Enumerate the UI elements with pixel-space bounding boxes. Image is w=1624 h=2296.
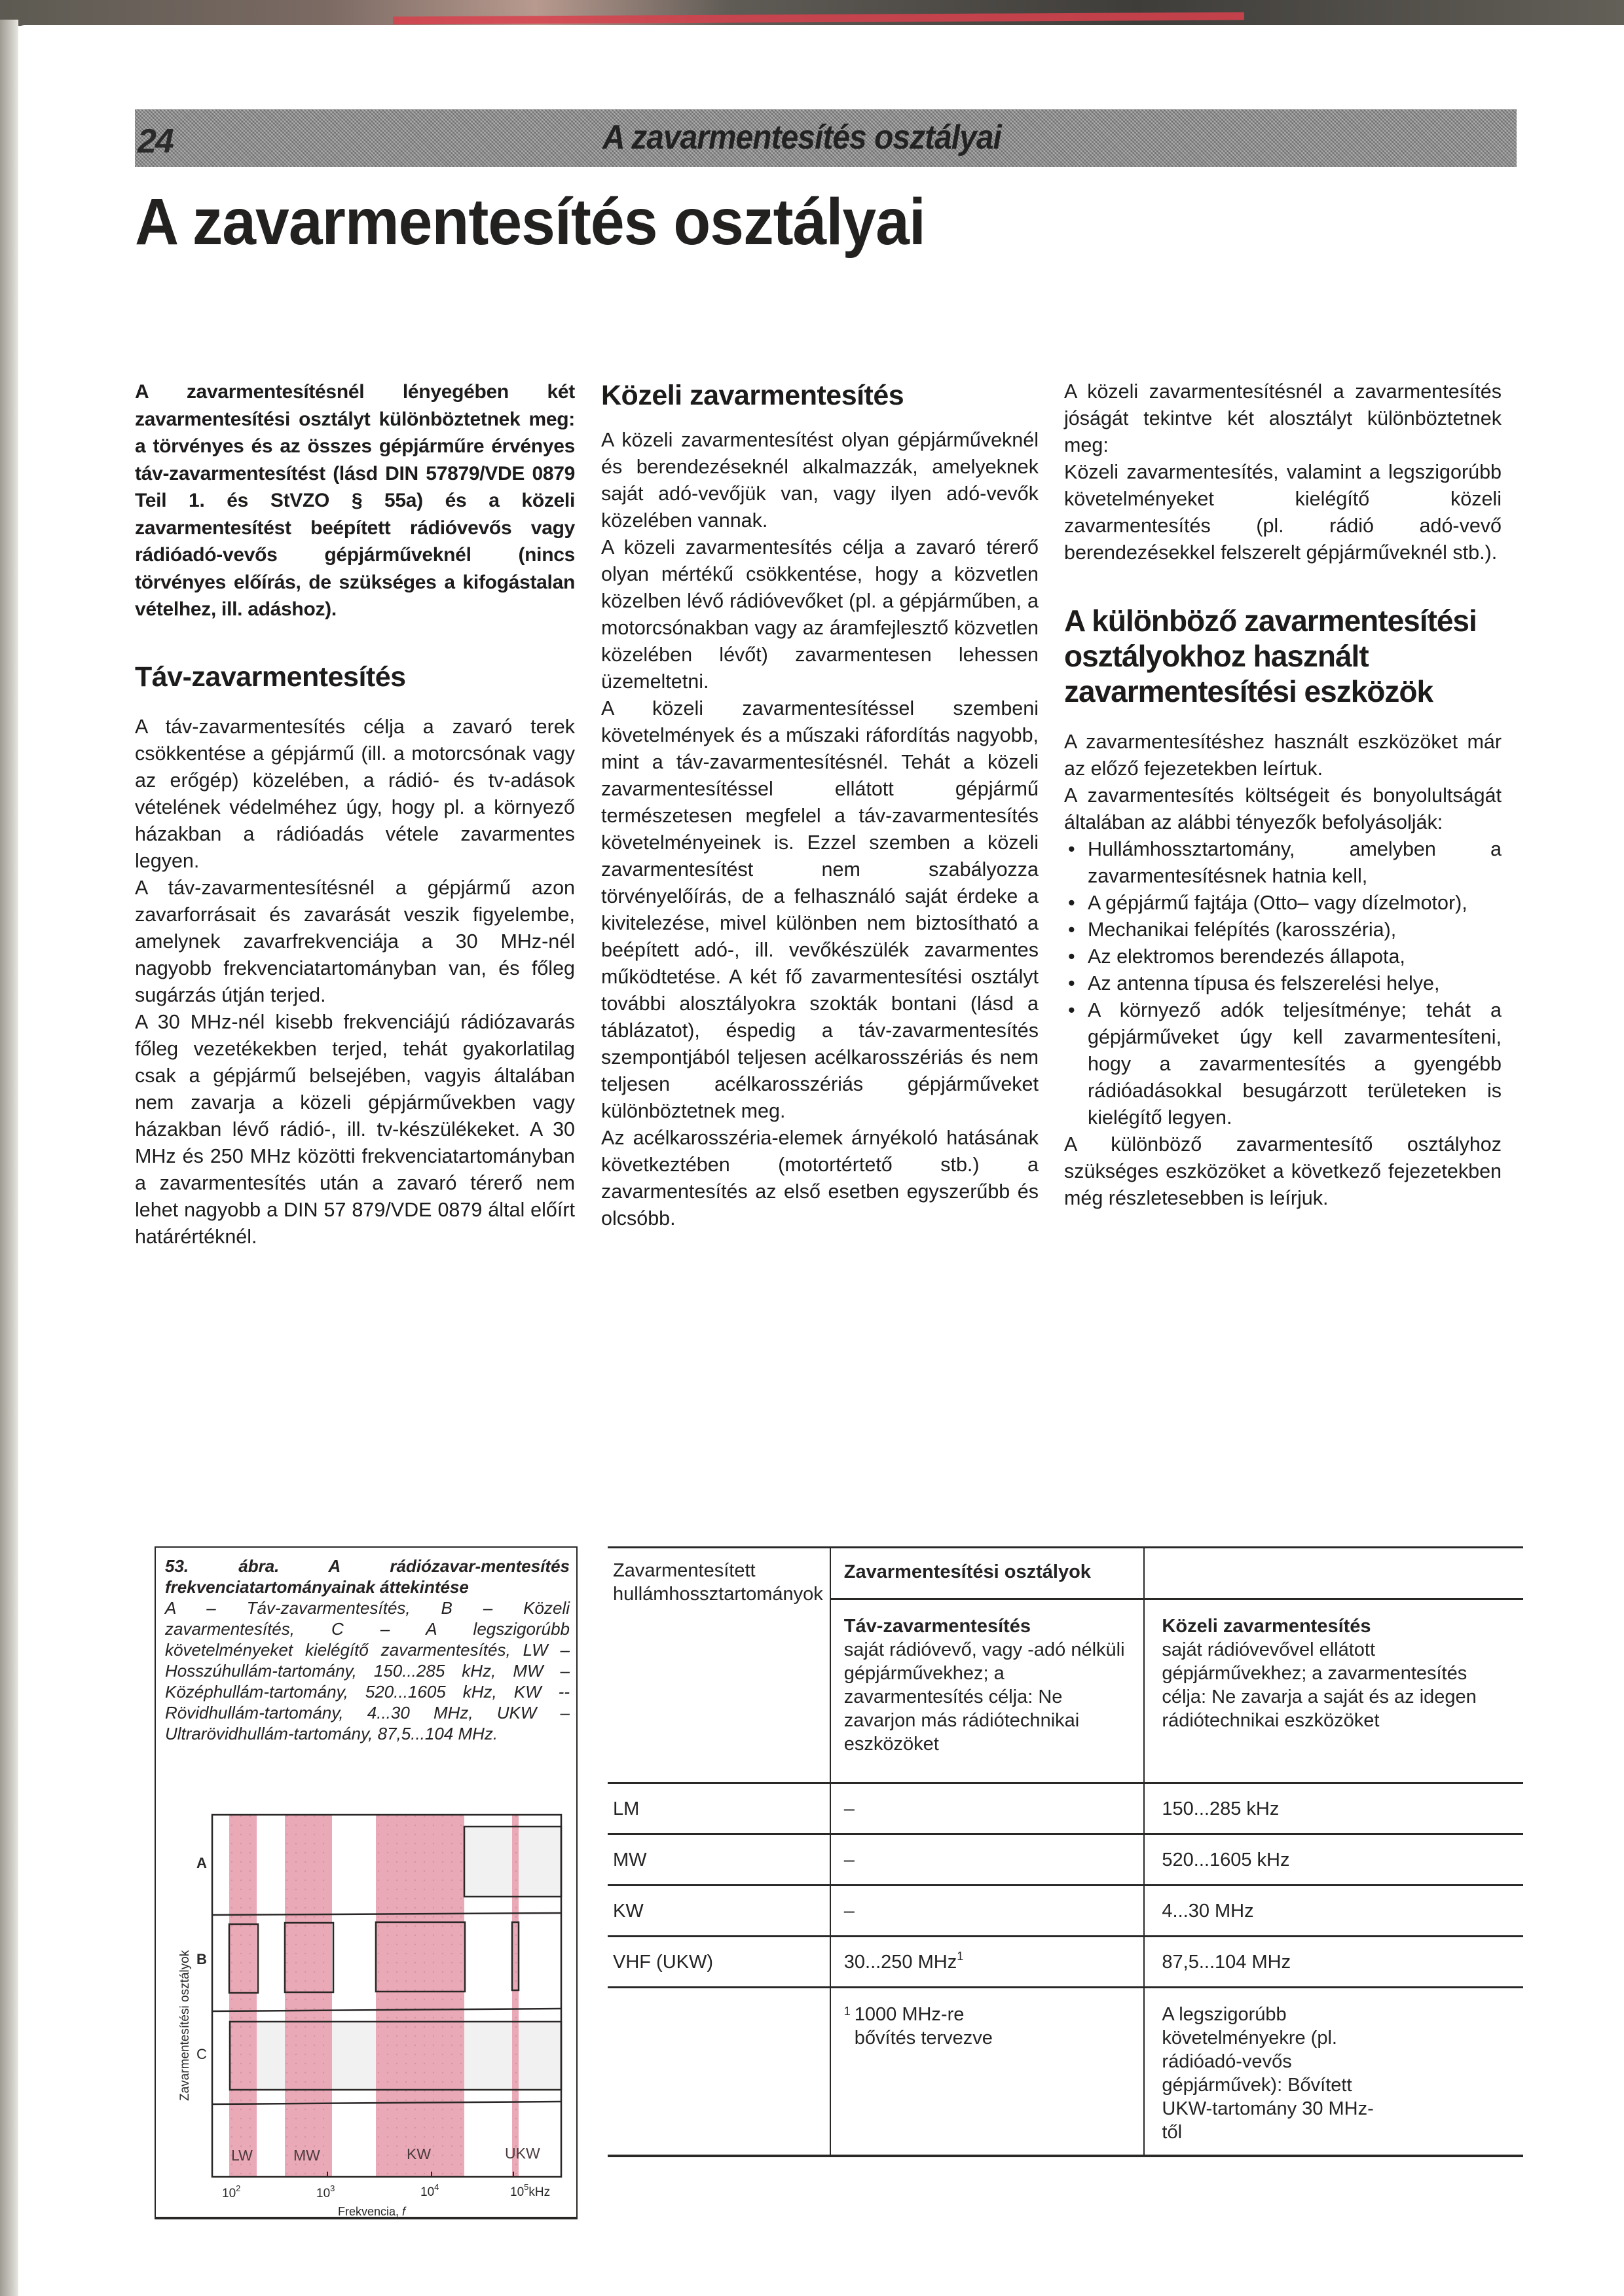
cell-kozeli: 4...30 MHz (1144, 1886, 1523, 1937)
svg-text:103 (316, 2183, 335, 2200)
svg-text:105kHz (510, 2182, 550, 2199)
kozeli-title: Közeli zavarmentesítés (1162, 1616, 1371, 1637)
column-3 (1064, 378, 1502, 1212)
paragraph: A közeli zavarmentesítés célja a zavaró térerő olyan mértékű csökkentése, hogy a közvetlen közelben lévő rádióvevőket (pl. a gépjárműben, a motorcsónakban vagy az áramfejlesztő közvetlen közelében lévőt) zavarmentesen lehessen üzemeltetni. (601, 536, 1039, 693)
x-axis-var: f (402, 2205, 406, 2218)
figure-53 (155, 1546, 578, 2219)
section-heading-tav: Táv-zavarmentesítés (135, 661, 406, 693)
column-1 (135, 378, 575, 1250)
paragraph: A zavarmentesítés költségeit és bonyolultságát általában az alábbi tényezők befolyásolják: (1064, 784, 1502, 833)
paragraph: A zavarmentesítéshez használt eszközöket már az előző fejezetekben leírtuk. (1064, 731, 1502, 780)
table-row-notes (608, 1988, 1523, 2157)
paragraph: Közeli zavarmentesítés, valamint a legszigorúbb követelményeket kielégítő közeli zavarmentesítés (pl. rádió adó-vevő berendezésekkel felszerelt gépjárműveknél stb.). (1064, 461, 1502, 564)
section-heading-kozeli: Közeli zavarmentesítés (601, 380, 904, 411)
cell-strict-note (1144, 1988, 1523, 2157)
cell-tav: – (830, 1783, 1145, 1834)
factor-list (1064, 836, 1502, 1131)
column-2 (601, 378, 1039, 1232)
cell-footnote (830, 1988, 1145, 2157)
list-item: • A környező adók teljesítménye; tehát a gépjárműveket úgy kell zavarmentesíteni, hogy a zavarmentesítés a gyengébb rádióadásokkal besugárzott területeken is kielégítő legyen. (1064, 997, 1502, 1131)
tick-unit: kHz (528, 2185, 551, 2199)
tick-label-1e3: 10 (316, 2187, 331, 2200)
paragraph: A táv-zavarmentesítés célja a zavaró terek csökkentése a gépjármű (ill. a motorcsónak vagy az erőgép) közelében, a rádió- és tv-adások vételének védelméhez úgy, hogy pl. a környező házakban a rádióadás vétele zavarmentes legyen. (135, 715, 575, 872)
paragraph: A táv-zavarmentesítésnél a gépjármű azon zavarforrásait és zavarását veszik figyelembe, amelynek zavarfrekvenciája a 30 MHz-nél nagyobb frekvenciatartományban van, és főleg sugárzás útján terjed. (135, 876, 575, 1006)
interference-class-table (608, 1546, 1523, 2157)
strict-note: A legszigorúbb követelményekre (pl. rádióadó-vevős gépjárművek): Bővített UKW-tartomány 30 MHz-től (1162, 2004, 1374, 2143)
cell-tav-value: 30...250 MHz (843, 1952, 957, 1973)
scan-left-edge (0, 20, 18, 2296)
paragraph: Az acélkarosszéria-elemek árnyékoló hatásának következtében (motortértető stb.) a zavarmentesítés az első esetben egyszerűbb és olcsóbb. (601, 1127, 1039, 1230)
band-kw (376, 1815, 464, 2177)
table-row (608, 1937, 1523, 1988)
kozeli-desc: saját rádióvevővel ellátott gépjárművekhez; a zavarmentesítés célja: Ne zavarja a saját és az idegen rádiótechnikai eszközöket (1162, 1639, 1477, 1731)
x-axis-label: Frekvencia, (338, 2205, 403, 2218)
cell-tav: – (830, 1886, 1145, 1937)
cell-kozeli: 520...1605 kHz (1144, 1834, 1523, 1886)
cell-tav (830, 1937, 1145, 1988)
tick-label-1e5: 10 (510, 2185, 525, 2199)
table-row (608, 1886, 1523, 1937)
table-header-bands: Zavarmentesített hullámhossztartományok (613, 1560, 823, 1605)
list-item: • Hullámhossztartomány, amelyben a zavarmentesítésnek hatnia kell, (1064, 836, 1502, 890)
svg-text:102 (222, 2183, 240, 2200)
svg-text:104 (420, 2182, 439, 2199)
footnote-text: 1000 MHz-re bővítés tervezve (854, 2004, 993, 2049)
paragraph: A közeli zavarmentesítést olyan gépjárműveknél és berendezéseknél alkalmazzák, amelyeknek saját adó-vevőjük van, vagy ilyen adó-vevők közelében vannak. (601, 429, 1039, 532)
table-header-tav (830, 1599, 1145, 1783)
cell-band: VHF (UKW) (613, 1952, 714, 1973)
list-item: • Az antenna típusa és felszerelési helye, (1064, 970, 1502, 997)
paragraph: A 30 MHz-nél kisebb frekvenciájú rádiózavarás főleg vezetékekben terjed, tehát gyakorlatilag csak a gépjármű belsejében, vagyis általában nem zavarja a közeli gépjárművekben vagy házakban lévő rádió-, ill. tv-készülékeket. A 30 MHz és 250 MHz közötti frekvenciatartományban a zavarmentesítés után a zavaró térerő nem lehet nagyobb a DIN 57 879/VDE 0879 által előírt határértéknél. (135, 1010, 575, 1248)
band-label-ukw: UKW (505, 2145, 540, 2162)
running-title: A zavarmentesítés osztályai (602, 118, 1001, 156)
band-label-lw: LW (231, 2147, 253, 2164)
tick-label-1e2: 10 (222, 2187, 236, 2200)
row-label-c: C (196, 2046, 207, 2062)
cell-kozeli: 150...285 kHz (1144, 1783, 1523, 1834)
row-label-a: A (196, 1855, 207, 1871)
paragraph: A közeli zavarmentesítéssel szembeni követelmények és a műszaki ráfordítás nagyobb, mint a táv-zavarmentesítésnél. Tehát a közeli zavarmentesítéssel ellátott gépjármű természetesen megfelel a táv-zavarmentesítés követelményeinek is. Ezzel szemben a közeli zavarmentesítést nem szabályozza törvényelőírás, de a felhasználó saját érdeke a kivitelezése, mivel különben nem biztosítható a beépített adó-, ill. vevőkészülék zavarmentes működtetése. A két fő zavarmentesítési osztályt további alosztályokra szokták bontani (lásd a táblázatot), éspedig a táv-zavarmentesítés szempontjából teljesen acélkarosszériás és nem teljesen acélkarosszériás gépjárműveket különböztetnek meg. (601, 697, 1039, 1122)
footnote-ref: 1 (957, 1950, 964, 1963)
tick-exp: 5 (524, 2182, 529, 2192)
cell-empty (608, 1988, 830, 2157)
band-mw (285, 1815, 332, 2177)
figure-caption-body: A – Táv-zavarmentesítés, B – Közeli zavarmentesítés, C – A legszigorúbb követelményeket kielégítő zavarmentesítés, LW – Hosszúhullám-tartomány, 150...285 kHz, MW – Középhullám-tartomány, 520...1605 kHz, KW -- Rövidhullám-tartomány, 4...30 MHz, UKW – Ultrarövidhullám-tartomány, 87,5...104 MHz. (165, 1598, 570, 1743)
tick-exp: 3 (330, 2183, 335, 2193)
tick-label-1e4: 10 (420, 2185, 435, 2199)
cell-tav: – (830, 1834, 1145, 1886)
cell-kozeli: 87,5...104 MHz (1144, 1937, 1523, 1988)
list-item: • Az elektromos berendezés állapota, (1064, 943, 1502, 970)
table-header-kozeli (1144, 1599, 1523, 1783)
tick-exp: 4 (434, 2182, 439, 2192)
row-label-b: B (196, 1951, 207, 1967)
cell-band: LM (613, 1798, 640, 1819)
band-label-mw: MW (293, 2147, 320, 2164)
footnote-mark: 1 (843, 2005, 851, 2018)
svg-text:Frekvencia, f (338, 2205, 407, 2218)
table-header-group: Zavarmentesítési osztályok (830, 1548, 1145, 1599)
tav-title: Táv-zavarmentesítés (843, 1616, 1031, 1637)
list-item: • A gépjármű fajtája (Otto– vagy dízelmotor), (1064, 890, 1502, 917)
band-lw (229, 1815, 257, 2177)
figure-caption-title: 53. ábra. A rádiózavar-mentesítés frekvenciatartományainak áttekintése (165, 1556, 570, 1597)
paragraph: A különböző zavarmentesítő osztályhoz szükséges eszközöket a következő fejezetekben még részletesebben is leírjuk. (1064, 1133, 1502, 1209)
page-number: 24 (138, 122, 173, 160)
cell-band: MW (613, 1850, 647, 1870)
section-heading-eszkozok: A különböző zavarmentesítési osztályokhoz használt zavarmentesítési eszközök (1064, 604, 1477, 708)
frequency-chart (156, 1548, 579, 2221)
y-axis-label: Zavarmentesítési osztályok (178, 1950, 192, 2101)
tick-exp: 2 (236, 2183, 241, 2193)
list-item: • Mechanikai felépítés (karosszéria), (1064, 917, 1502, 943)
paragraph: A közeli zavarmentesítésnél a zavarmentesítés jóságát tekintve két alosztályt különböztetnek meg: (1064, 380, 1502, 456)
table-row (608, 1834, 1523, 1886)
table-row (608, 1783, 1523, 1834)
page-title: A zavarmentesítés osztályai (135, 185, 925, 259)
band-ukw (512, 1815, 519, 2177)
table-header-empty (1144, 1548, 1523, 1599)
lead-paragraph: A zavarmentesítésnél lényegében két zavarmentesítési osztályt különböztetnek meg: a törvényes és az összes gépjárműre érvényes táv-zavarmentesítést (lásd DIN 57879/VDE 0879 Teil 1. és StVZO § 55a) és a közeli zavarmentesítést beépített rádióvevős vagy rádióadó-vevős gépjárműveknél (nincs törvényes előírás, de szükséges a kifogástalan vételhez, ill. adáshoz). (135, 381, 575, 620)
band-label-kw: KW (407, 2145, 432, 2162)
tav-desc: saját rádióvevő, vagy -adó nélküli gépjárművekhez; a zavarmentesítés célja: Ne zavarjon más rádiótechnikai eszközöket (843, 1639, 1125, 1755)
cell-band: KW (613, 1901, 644, 1922)
